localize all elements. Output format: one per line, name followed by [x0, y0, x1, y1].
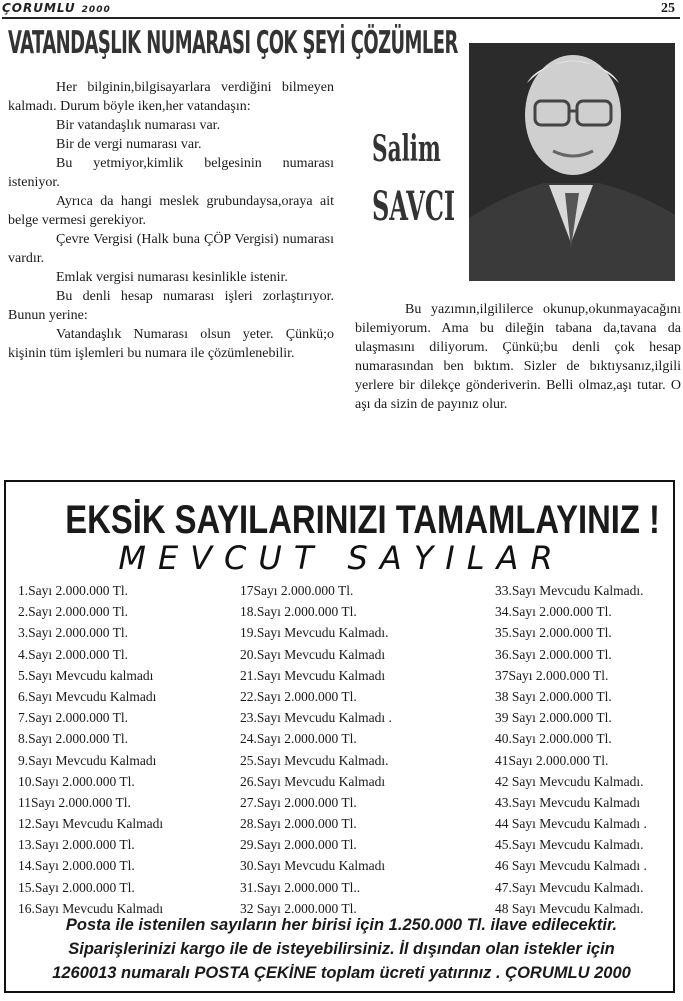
issue-list-column-2 [240, 580, 392, 919]
list-item: 8.Sayı 2.000.000 Tl. [18, 731, 129, 747]
list-item: 21.Sayı Mevcudu Kalmadı [240, 667, 386, 683]
author-first-name: Salim [372, 128, 441, 170]
paragraph: Bir vatandaşlık numarası var. [56, 118, 221, 133]
list-item: 32 Sayı 2.000.000 Tl. [240, 900, 357, 916]
list-item: 4.Sayı 2.000.000 Tl. [18, 646, 129, 662]
author-last-name: SAVCI [372, 183, 456, 230]
list-item: 43.Sayı Mevcudu Kalmadı [495, 794, 641, 810]
list-item: 10.Sayı 2.000.000 Tl. [18, 773, 135, 789]
list-item: 37Sayı 2.000.000 Tl. [495, 667, 609, 683]
page-number: 25 [661, 1, 675, 16]
list-item: 15.Sayı 2.000.000 Tl. [18, 879, 135, 895]
footer-line: 1260013 numaralı POSTA ÇEKİNE toplam ücreti yatırınız . ÇORUMLU 2000 [52, 964, 631, 982]
issue-list-column-3 [495, 580, 647, 919]
author-photo [469, 43, 675, 281]
list-item: 2.Sayı 2.000.000 Tl. [18, 604, 129, 620]
list-item: 12.Sayı Mevcudu Kalmadı [18, 816, 164, 832]
list-item: 28.Sayı 2.000.000 Tl. [240, 816, 357, 832]
article-right-column [355, 300, 681, 414]
list-item: 42 Sayı Mevcudu Kalmadı. [495, 773, 644, 789]
paragraph: Ayrıca da hangi meslek grubundaysa,oraya ait belge vermesi gerekiyor. [8, 194, 334, 228]
list-item: 31.Sayı 2.000.000 Tl.. [240, 879, 361, 895]
list-item: 47.Sayı Mevcudu Kalmadı. [495, 879, 644, 895]
footer-line: Siparişlerinizi kargo ile de isteyebilirsiniz. İl dışından olan istekler için [68, 940, 615, 958]
list-item: 41Sayı 2.000.000 Tl. [495, 752, 609, 768]
logo-name: ÇORUMLU [2, 1, 76, 15]
paragraph: Vatandaşlık Numarası olsun yeter. Çünkü;o kişinin tüm işlemleri bu numara ile çözümlenebilir. [8, 327, 334, 361]
list-item: 40.Sayı 2.000.000 Tl. [495, 731, 612, 747]
list-item: 25.Sayı Mevcudu Kalmadı. [240, 752, 389, 768]
list-item: 1.Sayı 2.000.000 Tl. [18, 583, 129, 598]
paragraph: Her bilginin,bilgisayarlara verdiğini bilmeyen kalmadı. Durum böyle iken,her vatandaşın: [8, 80, 334, 114]
list-item: 30.Sayı Mevcudu Kalmadı [240, 858, 386, 874]
article-headline: VATANDAŞLIK NUMARASI ÇOK ŞEYİ ÇÖZÜMLER [8, 25, 458, 61]
author-portrait-image [469, 43, 675, 281]
issue-list-column-1 [18, 580, 163, 919]
paragraph: Bir de vergi numarası var. [56, 137, 202, 152]
list-item: 33.Sayı Mevcudu Kalmadı. [495, 583, 644, 598]
paragraph: Bu yazımın,ilgililerce okunup,okunmayacağını bilemiyorum. Ama bu dileğin tabana da,tavana da ulaşmasını diliyorum. Çünkü;bu denli çok hesap numarasından ben bıktım. Sizler de bıktıysanız,ilgili yerlere bir dilekçe gönderiverin. Belli olmaz,aşı tutar. O aşı da sizin de payınız olur. [355, 302, 681, 412]
list-item: 5.Sayı Mevcudu kalmadı [18, 667, 154, 683]
list-item: 35.Sayı 2.000.000 Tl. [495, 625, 612, 641]
list-item: 13.Sayı 2.000.000 Tl. [18, 837, 135, 853]
list-item: 6.Sayı Mevcudu Kalmadı [18, 688, 157, 704]
footer-line: Posta ile istenilen sayıların her birisi için 1.250.000 Tl. ilave edilecektir. [65, 916, 618, 934]
list-item: 36.Sayı 2.000.000 Tl. [495, 646, 612, 662]
article-left-column [8, 78, 334, 363]
header-rule [2, 17, 680, 19]
list-item: 16.Sayı Mevcudu Kalmadı [18, 900, 164, 916]
list-item: 11Sayı 2.000.000 Tl. [18, 794, 131, 810]
paragraph: Bu denli hesap numarası işleri zorlaştırıyor. Bunun yerine: [8, 289, 334, 323]
author-name [372, 120, 462, 236]
list-item: 20.Sayı Mevcudu Kalmadı [240, 646, 386, 662]
paragraph: Çevre Vergisi (Halk buna ÇÖP Vergisi) numarası vardır. [8, 232, 334, 266]
list-item: 22.Sayı 2.000.000 Tl. [240, 688, 357, 704]
list-item: 45.Sayı Mevcudu Kalmadı. [495, 837, 644, 853]
announcement-title: EKSİK SAYILARINIZI TAMAMLAYINIZ ! [65, 498, 660, 542]
list-item: 38 Sayı 2.000.000 Tl. [495, 688, 612, 704]
paragraph: Emlak vergisi numarası kesinlikle istenir. [56, 270, 288, 285]
list-item: 24.Sayı 2.000.000 Tl. [240, 731, 357, 747]
publication-logo [2, 1, 111, 15]
list-item: 17Sayı 2.000.000 Tl. [240, 583, 354, 598]
announcement-footer [8, 913, 675, 985]
list-item: 9.Sayı Mevcudu Kalmadı [18, 752, 157, 768]
list-item: 23.Sayı Mevcudu Kalmadı . [240, 710, 392, 726]
list-item: 14.Sayı 2.000.000 Tl. [18, 858, 135, 874]
list-item: 3.Sayı 2.000.000 Tl. [18, 625, 129, 641]
list-item: 39 Sayı 2.000.000 Tl. [495, 710, 612, 726]
list-item: 27.Sayı 2.000.000 Tl. [240, 794, 357, 810]
paragraph: Bu yetmiyor,kimlik belgesinin numarası isteniyor. [8, 156, 334, 190]
list-item: 34.Sayı 2.000.000 Tl. [495, 604, 612, 620]
announcement-subtitle: MEVCUT SAYILAR [118, 539, 565, 577]
logo-year: 2000 [81, 5, 111, 15]
list-item: 19.Sayı Mevcudu Kalmadı. [240, 625, 389, 641]
list-item: 48 Sayı Mevcudu Kalmadı. [495, 900, 644, 916]
list-item: 7.Sayı 2.000.000 Tl. [18, 710, 129, 726]
list-item: 29.Sayı 2.000.000 Tl. [240, 837, 357, 853]
list-item: 46 Sayı Mevcudu Kalmadı . [495, 858, 647, 874]
list-item: 18.Sayı 2.000.000 Tl. [240, 604, 357, 620]
list-item: 26.Sayı Mevcudu Kalmadı [240, 773, 386, 789]
list-item: 44 Sayı Mevcudu Kalmadı . [495, 816, 647, 832]
